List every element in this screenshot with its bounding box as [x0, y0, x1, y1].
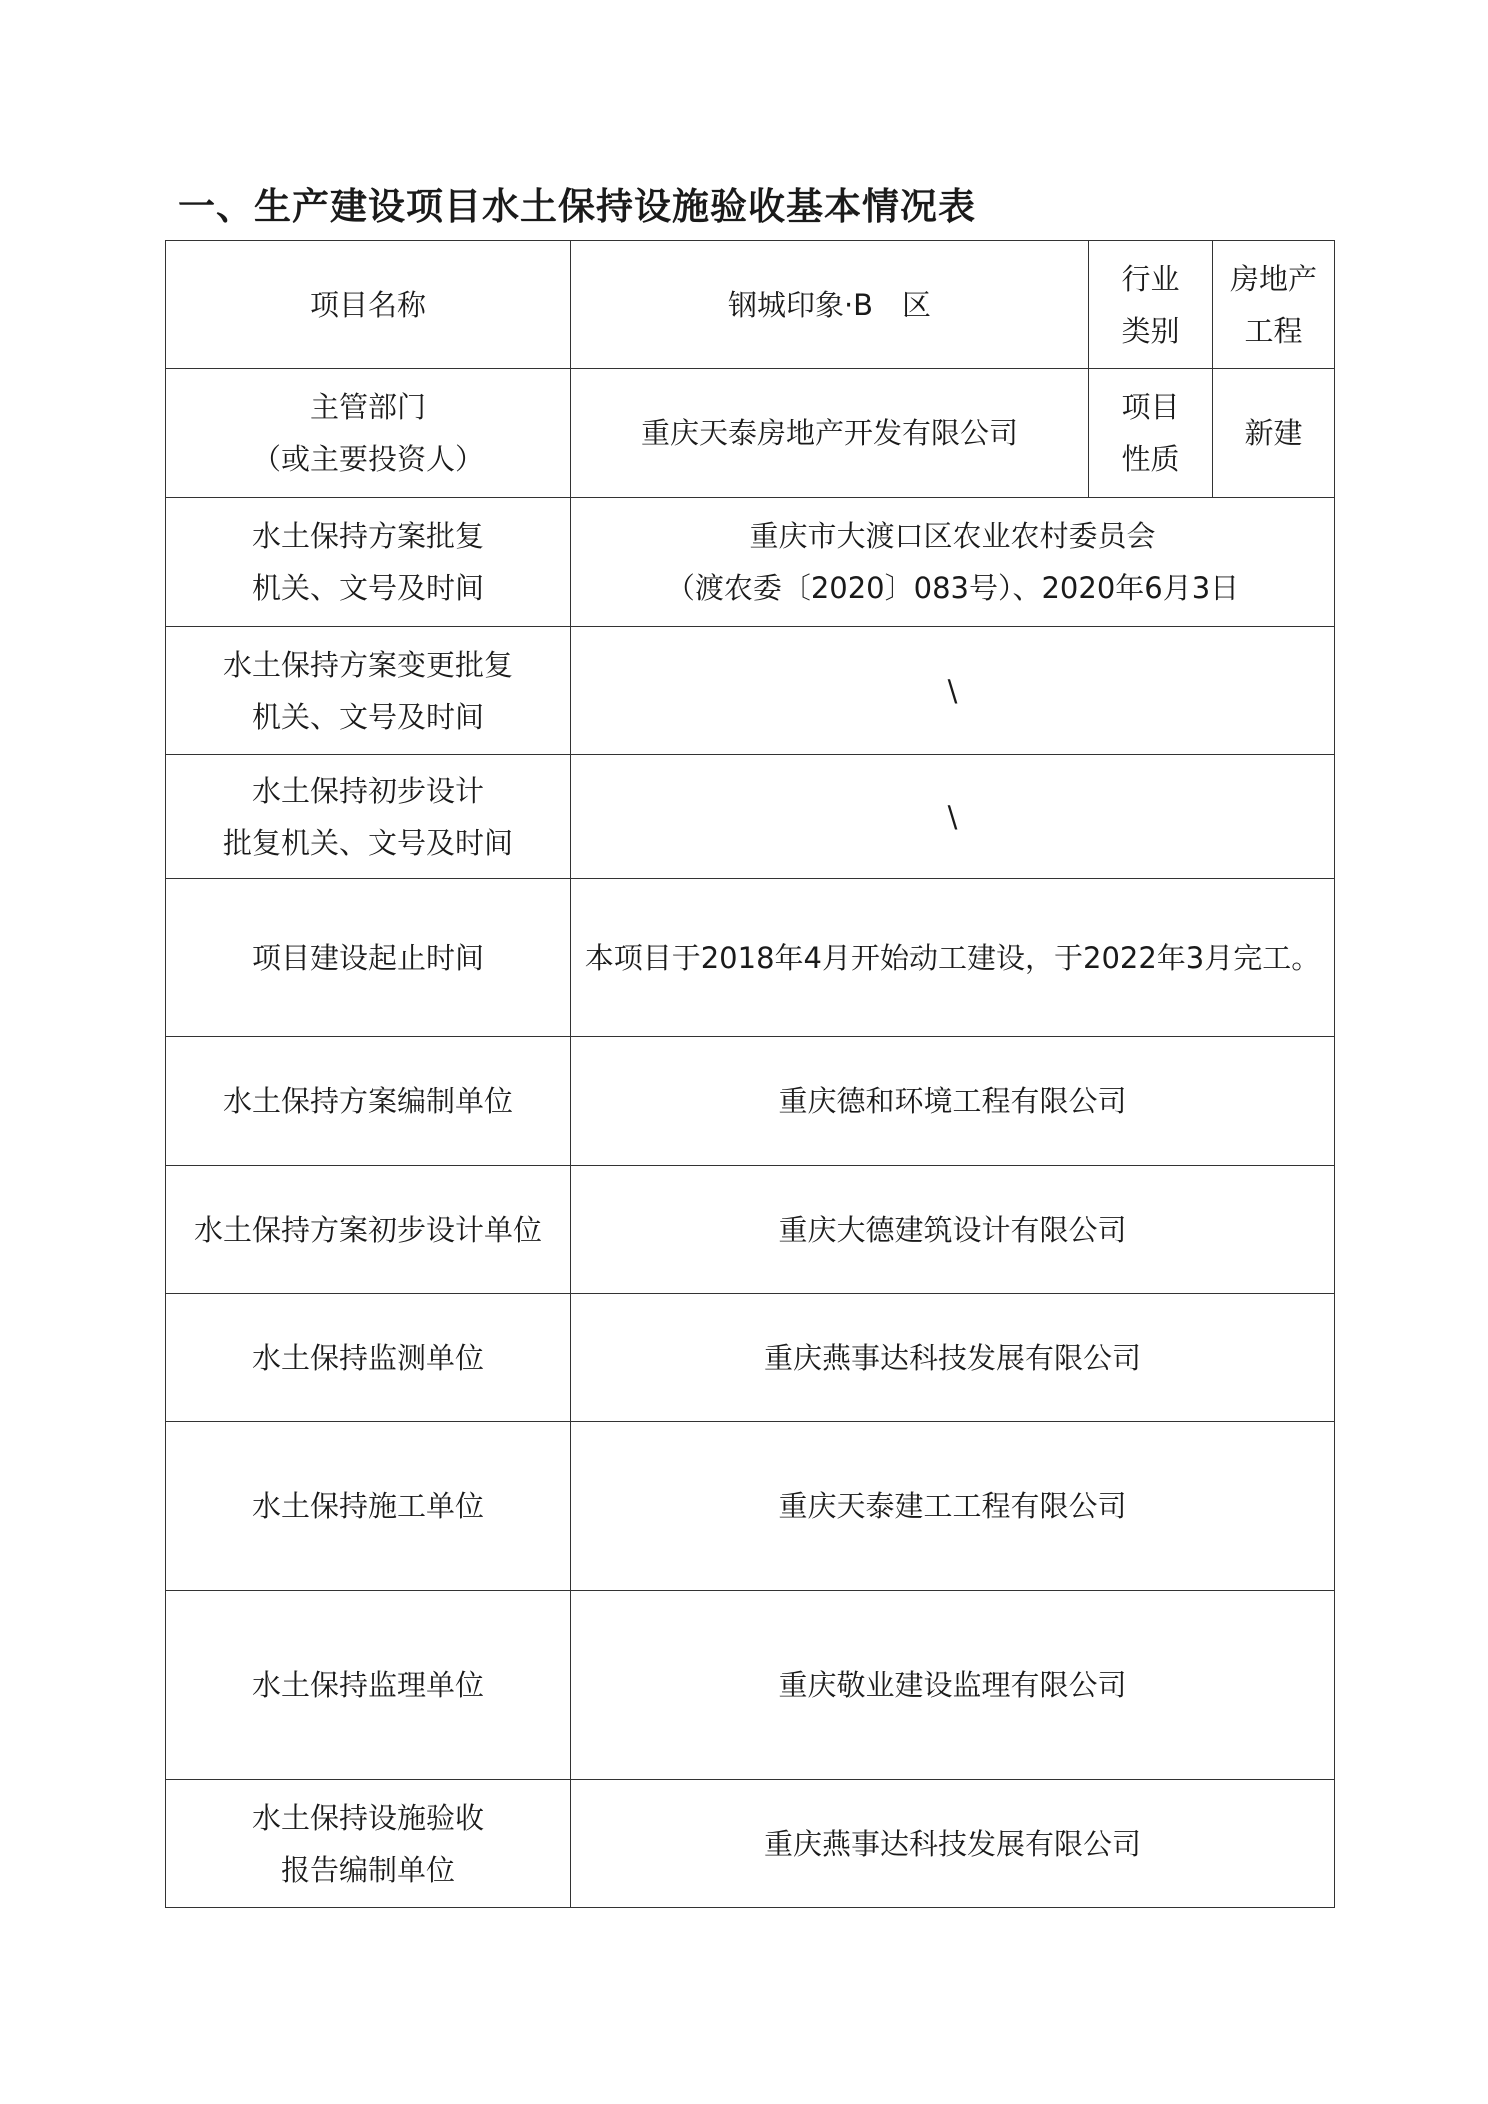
table-row	[166, 1422, 1335, 1591]
label-supervision-unit: 水土保持监理单位	[166, 1591, 571, 1780]
table-row	[166, 1166, 1335, 1294]
label-plan-approval: 水土保持方案批复 机关、文号及时间	[166, 498, 571, 627]
table-row	[166, 1294, 1335, 1422]
label-plan-change-approval: 水土保持方案变更批复 机关、文号及时间	[166, 627, 571, 755]
table-row	[166, 1591, 1335, 1780]
value-preliminary-design-unit: 重庆大德建筑设计有限公司	[571, 1166, 1335, 1294]
value-construction-period: 本项目于2018年4月开始动工建设，于2022年3月完工。	[571, 879, 1335, 1037]
table-row	[166, 498, 1335, 627]
value-plan-compiler: 重庆德和环境工程有限公司	[571, 1037, 1335, 1166]
value-plan-change-approval: \	[571, 627, 1335, 755]
label-project-nature: 项目 性质	[1089, 369, 1213, 498]
value-supervision-unit: 重庆敬业建设监理有限公司	[571, 1591, 1335, 1780]
label-project-name: 项目名称	[166, 241, 571, 369]
table-row	[166, 879, 1335, 1037]
label-acceptance-report-compiler: 水土保持设施验收 报告编制单位	[166, 1780, 571, 1908]
label-preliminary-design-approval: 水土保持初步设计 批复机关、文号及时间	[166, 755, 571, 879]
page-title: 一、生产建设项目水土保持设施验收基本情况表	[178, 185, 976, 228]
value-plan-approval: 重庆市大渡口区农业农村委员会 （渡农委〔2020〕083号）、2020年6月3日	[571, 498, 1335, 627]
value-construction-unit: 重庆天泰建工工程有限公司	[571, 1422, 1335, 1591]
label-supervising-dept: 主管部门 （或主要投资人）	[166, 369, 571, 498]
label-preliminary-design-unit: 水土保持方案初步设计单位	[166, 1166, 571, 1294]
value-supervising-dept: 重庆天泰房地产开发有限公司	[571, 369, 1089, 498]
info-table	[165, 240, 1335, 1908]
value-project-name: 钢城印象·B 区	[571, 241, 1089, 369]
label-plan-compiler: 水土保持方案编制单位	[166, 1037, 571, 1166]
label-construction-unit: 水土保持施工单位	[166, 1422, 571, 1591]
value-project-nature: 新建	[1213, 369, 1335, 498]
value-industry-category: 房地产 工程	[1213, 241, 1335, 369]
value-acceptance-report-compiler: 重庆燕事达科技发展有限公司	[571, 1780, 1335, 1908]
label-industry-category: 行业 类别	[1089, 241, 1213, 369]
value-monitoring-unit: 重庆燕事达科技发展有限公司	[571, 1294, 1335, 1422]
label-construction-period: 项目建设起止时间	[166, 879, 571, 1037]
table-row	[166, 241, 1335, 369]
table-row	[166, 1780, 1335, 1908]
table-row	[166, 627, 1335, 755]
value-preliminary-design-approval: \	[571, 755, 1335, 879]
table-row	[166, 369, 1335, 498]
label-monitoring-unit: 水土保持监测单位	[166, 1294, 571, 1422]
table-row	[166, 1037, 1335, 1166]
table-row	[166, 755, 1335, 879]
